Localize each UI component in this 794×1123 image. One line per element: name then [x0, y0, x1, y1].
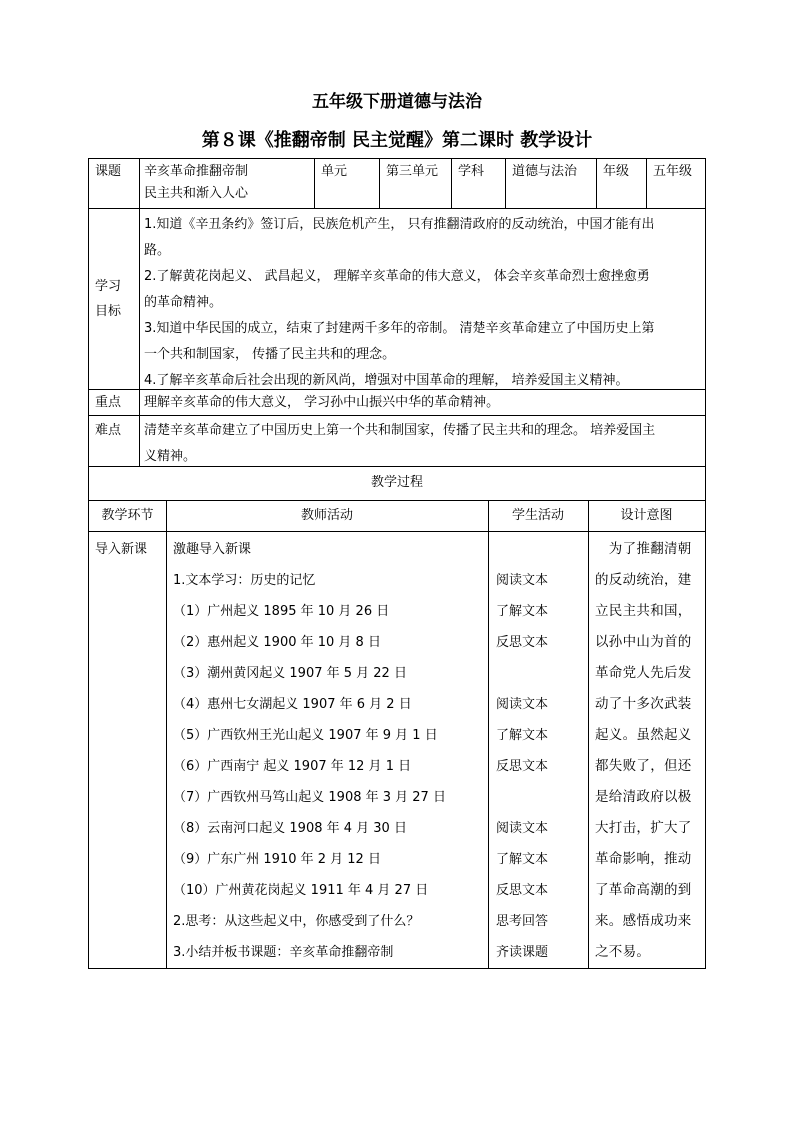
col-header-student: 学生活动	[511, 508, 564, 523]
teacher-activity: （10）广州黄花岗起义 1911 年 4 月 27 日	[173, 883, 429, 898]
student-activity: 了解文本	[496, 852, 549, 867]
difficulty-label: 难点	[95, 423, 122, 438]
design-intent: 为了推翻清朝 的反动统治，建 立民主共和国， 以孙中山为首的 革命党人先后发 动了十多次武装 起义。虽然起义 都失败了，但还 是给清政府以极 大打击，扩大了 革命影响，推动 了革命高潮的到 来。感悟成功来 之不易。	[595, 541, 692, 960]
difficulty-row	[88, 416, 706, 467]
student-activity	[496, 534, 548, 565]
student-activity: 了解文本	[496, 604, 549, 619]
difficulty-text: 清楚辛亥革命建立了中国历史上第一个共和制国家，传播了民主共和的理念。 培养爱国主 义精神。	[144, 423, 656, 464]
teacher-activity: （1）广州起义 1895 年 10 月 26 日	[173, 604, 390, 619]
teacher-activity: 1.文本学习：历史的记忆	[173, 573, 316, 588]
subject-label: 学科	[458, 164, 485, 179]
teacher-activity: 2.思考：从这些起义中，你感受到了什么？	[173, 914, 420, 929]
teacher-activity: （9）广东广州 1910 年 2 月 12 日	[173, 852, 381, 867]
student-activity	[496, 658, 548, 689]
teacher-activity: （4）惠州七女湖起义 1907 年 6 月 2 日	[173, 697, 412, 712]
teacher-activity: （6）广西南宁 起义 1907 年 12 月 1 日	[173, 759, 412, 774]
grade-value: 五年级	[653, 164, 693, 179]
key-point-label: 重点	[95, 395, 122, 410]
goals-text: 1.知道《辛丑条约》签订后，民族危机产生， 只有推翻清政府的反动统治，中国才能有出 路。 2.了解黄花岗起义、 武昌起义， 理解辛亥革命的伟大意义， 体会辛亥革命烈士愈挫愈勇 的革命精神。 3.知道中华民国的成立，结束了封建两千多年的帝制。 清楚辛亥革命建立了中国历史上第 一个共和制国家， 传播了民主共和的理念。 4.了解辛亥革命后社会出现的新风尚，增强对中国革命的理解， 培养爱国主义精神。	[144, 217, 655, 388]
student-activity: 反思文本	[496, 759, 549, 774]
teacher-activity: （8）云南河口起义 1908 年 4 月 30 日	[173, 821, 407, 836]
unit-label: 单元	[321, 164, 348, 179]
grade-label: 年级	[603, 164, 630, 179]
goals-label: 学习 目标	[95, 279, 122, 319]
document-title: 五年级下册道德与法治	[312, 92, 482, 112]
student-activity: 阅读文本	[496, 573, 549, 588]
col-header-teacher: 教师活动	[300, 508, 353, 523]
process-heading: 教学过程	[370, 475, 423, 490]
teacher-activity: 激趣导入新课	[173, 542, 252, 557]
student-activity: 了解文本	[496, 728, 549, 743]
document-subtitle: 第８课《推翻帝制 民主觉醒》第二课时 教学设计	[201, 130, 593, 151]
unit-value: 第三单元	[386, 164, 439, 179]
student-activity: 反思文本	[496, 635, 549, 650]
teacher-activities	[173, 534, 446, 968]
teacher-activity: （5）广西钦州王光山起义 1907 年 9 月 1 日	[173, 728, 438, 743]
info-row	[88, 158, 706, 209]
subject-value: 道德与法治	[512, 164, 578, 179]
stage-name: 导入新课	[95, 542, 148, 557]
student-activity: 齐读课题	[496, 945, 549, 960]
process-column-headers	[88, 501, 706, 532]
student-activity: 阅读文本	[496, 821, 549, 836]
process-heading-row	[88, 467, 706, 501]
key-point-row	[88, 390, 706, 416]
student-activity: 思考回答	[496, 914, 549, 929]
teacher-activity: （7）广西钦州马笃山起义 1908 年 3 月 27 日	[173, 790, 446, 805]
teacher-activity: 3.小结并板书课题：辛亥革命推翻帝制	[173, 945, 394, 960]
learning-goals-row	[88, 209, 706, 390]
student-activity: 反思文本	[496, 883, 549, 898]
topic-label: 课题	[95, 164, 122, 179]
student-activity: 阅读文本	[496, 697, 549, 712]
col-header-design: 设计意图	[620, 508, 673, 523]
student-activities	[496, 534, 548, 968]
student-activity	[496, 782, 548, 813]
process-body	[88, 532, 706, 969]
teacher-activity: （2）惠州起义 1900 年 10 月 8 日	[173, 635, 381, 650]
col-header-stage: 教学环节	[101, 508, 154, 523]
key-point-text: 理解辛亥革命的伟大意义， 学习孙中山振兴中华的革命精神。	[144, 395, 500, 410]
teacher-activity: （3）潮州黄冈起义 1907 年 5 月 22 日	[173, 666, 407, 681]
topic-value: 辛亥革命推翻帝制 民主共和渐入人心	[144, 164, 249, 201]
